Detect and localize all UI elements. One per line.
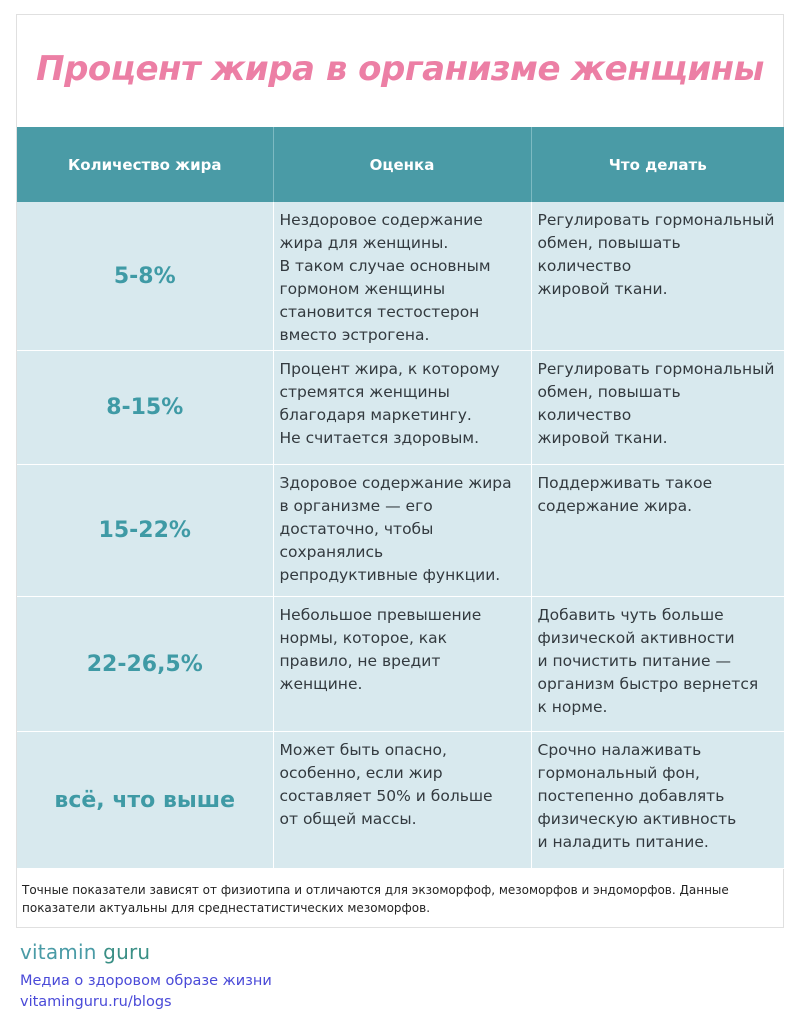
assessment-text: Может быть опасно, особенно, если жир составляет 50% и больше от общей массы. <box>279 741 493 828</box>
brand-tagline: Медиа о здоровом образе жизни <box>20 973 272 989</box>
action-cell <box>531 465 784 597</box>
brand-logo-part2: guru <box>103 940 151 964</box>
table-header-row <box>17 127 784 202</box>
fat-range-cell: всё, что выше <box>17 732 273 869</box>
header-action: Что делать <box>531 127 784 202</box>
action-text: Добавить чуть больше физической активности и почистить питание — организм быстро вернется к норме. <box>537 606 759 716</box>
table-row <box>17 351 784 465</box>
action-cell <box>531 351 784 465</box>
assessment-cell <box>273 732 531 869</box>
action-text: Регулировать гормональный обмен, повышать количество жировой ткани. <box>537 211 775 298</box>
footnote: Точные показатели зависят от физиотипа и отличаются для экзоморфоф, мезоморфов и эндоморфов. Данные показатели актуальны для среднестатистических мезоморфов. <box>22 883 729 915</box>
table-row <box>17 732 784 869</box>
assessment-text: Процент жира, к которому стремятся женщины благодаря маркетингу. Не считается здоровым. <box>279 360 500 447</box>
fat-range-cell: 5-8% <box>17 202 273 351</box>
action-text: Регулировать гормональный обмен, повышать количество жировой ткани. <box>537 360 775 447</box>
assessment-cell <box>273 465 531 597</box>
brand-logo-part1: vitamin <box>20 940 104 964</box>
action-cell <box>531 202 784 351</box>
action-cell <box>531 732 784 869</box>
assessment-cell <box>273 202 531 351</box>
action-text: Поддерживать такое содержание жира. <box>537 474 713 515</box>
fat-range-cell: 15-22% <box>17 465 273 597</box>
assessment-text: Небольшое превышение нормы, которое, как правило, не вредит женщине. <box>279 606 482 693</box>
header-assessment: Оценка <box>273 127 531 202</box>
table-row <box>17 202 784 351</box>
infographic-card <box>16 14 784 928</box>
table-row <box>17 465 784 597</box>
action-text: Срочно налаживать гормональный фон, постепенно добавлять физическую активность и наладить питание. <box>537 741 737 851</box>
table-row <box>17 597 784 732</box>
page-title: Процент жира в организме женщины <box>36 49 764 89</box>
fat-range-cell: 22-26,5% <box>17 597 273 732</box>
header-fat-amount: Количество жира <box>17 127 273 202</box>
brand-logo <box>20 940 150 964</box>
assessment-text: Здоровое содержание жира в организме — его достаточно, чтобы сохранялись репродуктивные функции. <box>279 474 512 584</box>
blog-link[interactable]: vitaminguru.ru/blogs <box>20 994 172 1010</box>
fat-range-cell: 8-15% <box>17 351 273 465</box>
assessment-text: Нездоровое содержание жира для женщины. В таком случае основным гормоном женщины становится тестостерон вместо эстрогена. <box>279 211 491 344</box>
assessment-cell <box>273 597 531 732</box>
assessment-cell <box>273 351 531 465</box>
body-fat-table <box>17 127 784 869</box>
action-cell <box>531 597 784 732</box>
